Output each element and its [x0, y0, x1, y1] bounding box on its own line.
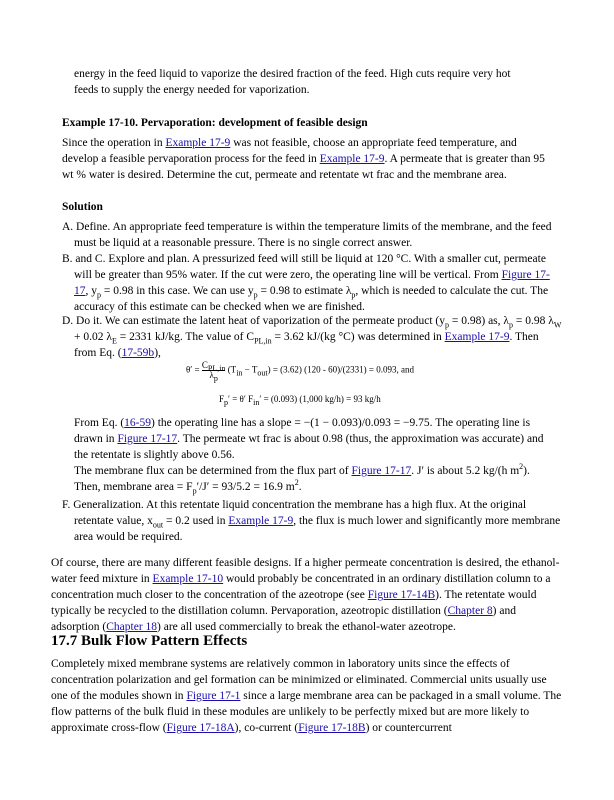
- para1-text-2: would probably be concentrated in an ordinary distillation column to a concentration much closer to the concentration of the azeotrope (see: [51, 573, 551, 601]
- link-example-17-10[interactable]: Example 17-10: [152, 573, 224, 585]
- eq1-num-text: C: [201, 360, 208, 370]
- step-b-sub-1: p: [97, 290, 101, 300]
- example-text-2: was not feasible, choose an appropriate feed temperature, and develop a feasible pervaporation process for the feed in: [62, 137, 517, 165]
- step-d-sub-2: p: [509, 320, 513, 330]
- eq1-num-sub: PL,in: [207, 363, 226, 373]
- eq1-rhs-sub-2: out: [257, 368, 268, 378]
- step-d-text-12: The membrane flux can be determined from the flux part of: [74, 465, 352, 477]
- intro-line-1: energy in the feed liquid to vaporize the desired fraction of the feed. High cuts require very hot: [74, 68, 511, 80]
- para1-text-1: Of course, there are many different feasible designs. If a higher permeate concentration is desired, the ethanol-water feed mixture in: [51, 557, 560, 585]
- feasible-designs-paragraph: [51, 555, 563, 635]
- eq1-den-text: λ: [209, 370, 214, 380]
- eq2-sub-2: in: [253, 397, 260, 407]
- membrane-flux-paragraph: [74, 463, 550, 495]
- step-b-text-2: , y: [85, 285, 97, 297]
- step-b-text-3: = 0.98 in this case. We can use y: [101, 285, 254, 297]
- para2-text-4: ) or countercurrent: [365, 722, 452, 734]
- para1-text-4: ) and adsorption (: [51, 605, 516, 633]
- step-d-text-8: ),: [154, 347, 161, 359]
- para2-text-3: ), co-current (: [234, 722, 299, 734]
- step-d-text-1: D. Do it. We can estimate the latent heat of vaporization of the permeate product (y: [62, 315, 446, 327]
- bulk-flow-paragraph: [51, 656, 563, 736]
- step-f-sub: out: [152, 520, 164, 530]
- step-d-text-11: . The permeate wt frac is about 0.98 (thus, the approximation was accurate) and the retentate is slightly above 0.56.: [74, 433, 544, 461]
- step-d-sub-6: p: [192, 486, 197, 496]
- link-figure-17-17-b[interactable]: Figure 17-17: [117, 433, 178, 445]
- link-example-17-9[interactable]: Example 17-9: [165, 137, 231, 149]
- solution-step-d: [62, 313, 562, 361]
- step-d-sub-4: E: [111, 336, 117, 346]
- link-figure-17-18a[interactable]: Figure 17-18A: [166, 722, 235, 734]
- step-d-text-5: = 2331 kJ/kg. The value of C: [116, 331, 255, 343]
- example-title: Example 17-10. Pervaporation: development of feasible design: [62, 117, 368, 129]
- intro-line-2: feeds to supply the energy needed for vaporization.: [74, 84, 310, 96]
- step-d-text-14: ). Then, membrane area = F: [74, 465, 530, 493]
- eq1-rhs-sub-1: in: [236, 368, 243, 378]
- eq1-fraction: [201, 360, 226, 383]
- link-eq-17-59b[interactable]: 17-59b: [121, 347, 155, 359]
- link-figure-17-14b[interactable]: Figure 17-14B: [367, 589, 436, 601]
- step-d-sup-2: 2: [294, 478, 299, 488]
- step-d-sup-1: 2: [519, 462, 524, 472]
- solution-step-bc: [62, 251, 562, 315]
- step-d-text-10: ) the operating line has a slope = −(1 − 0.093)/0.093 = −9.75. The operating line is drawn in: [74, 417, 531, 445]
- link-figure-17-18b[interactable]: Figure 17-18B: [298, 722, 366, 734]
- step-d-text-6: = 3.62 kJ/(kg °C) was determined in: [271, 331, 445, 343]
- step-b-text-1: B. and C. Explore and plan. A pressurized feed will still be liquid at 120 °C. With a smaller cut, permeate will be greater than 95% water. If the cut were zero, the operating line will be vertical. From: [62, 253, 546, 281]
- solution-heading: Solution: [62, 201, 103, 213]
- example-text-3: . A permeate that is greater than 95 wt % water is desired. Determine the cut, permeate and retentate wt frac and the membrane area.: [62, 153, 545, 181]
- eq1-rhs-1: (T: [227, 364, 237, 375]
- link-example-17-9-d[interactable]: Example 17-9: [228, 515, 294, 527]
- step-f-text-2: = 0.2 used in: [163, 515, 229, 527]
- section-title: 17.7 Bulk Flow Pattern Effects: [51, 633, 248, 649]
- equation-flow: [219, 393, 381, 406]
- intro-paragraph: [74, 66, 544, 98]
- operating-line-paragraph: [74, 415, 550, 463]
- eq1-rhs-3: ) = (3.62) (120 - 60)/(2331) = 0.093, and: [267, 364, 414, 375]
- step-d-sub-5: PL,in: [254, 336, 272, 346]
- step-f-text-1: F. Generalization. At this retentate liquid concentration the membrane has a high flux. At the original retentate value, x: [62, 499, 527, 527]
- link-example-17-9-c[interactable]: Example 17-9: [444, 331, 510, 343]
- step-b-sub-3: p: [351, 290, 356, 300]
- eq2-sub-1: p: [224, 397, 229, 407]
- link-figure-17-17[interactable]: Figure 17-17: [74, 269, 550, 297]
- step-d-sub-1: p: [445, 320, 450, 330]
- step-d-text-7: . Then from Eq. (: [74, 331, 539, 359]
- para1-text-5: ) are all used commercially to break the ethanol-water azeotrope.: [157, 621, 456, 633]
- eq2-c: ′ = (0.093) (1,000 kg/h) = 93 kg/h: [259, 394, 381, 404]
- example-statement: [62, 135, 550, 183]
- eq2-b: ′ = θ′ F: [228, 394, 254, 404]
- step-b-sub-2: p: [253, 290, 258, 300]
- eq1-lhs: θ′ =: [186, 364, 200, 375]
- step-d-text-9: From Eq. (: [74, 417, 125, 429]
- step-d-text-16: .: [298, 481, 302, 493]
- step-d-text-3: = 0.98 λ: [513, 315, 554, 327]
- para1-text-3: ). The retentate would typically be recycled to the distillation column. Pervaporation, azeotropic distillation (: [51, 589, 537, 617]
- para2-text-2: since a large membrane area can be packaged in a small volume. The flow patterns of the bulk fluid in these modules are unlikely to be perfectly mixed but are more likely to approximate cross-flow (: [51, 690, 562, 734]
- link-chapter-8[interactable]: Chapter 8: [447, 605, 493, 617]
- step-f-text-3: , the flux is much lower and significantly more membrane area would be required.: [74, 515, 561, 543]
- solution-step-f: [62, 497, 562, 545]
- link-example-17-9-b[interactable]: Example 17-9: [319, 153, 385, 165]
- step-d-text-4: + 0.02 λ: [74, 331, 112, 343]
- link-eq-16-59[interactable]: 16-59: [124, 417, 151, 429]
- equation-theta: [186, 360, 414, 383]
- step-d-text-15: ′/J′ = 93/5.2 = 16.9 m: [196, 481, 295, 493]
- step-b-text-5: , which is needed to calculate the cut. The accuracy of this estimate can be checked when we are finished.: [74, 285, 549, 313]
- link-chapter-18[interactable]: Chapter 18: [106, 621, 158, 633]
- eq1-rhs-2: − T: [242, 364, 258, 375]
- step-b-text-4: = 0.98 to estimate λ: [257, 285, 352, 297]
- eq1-den-sub: p: [213, 373, 218, 383]
- example-text-1: Since the operation in: [62, 137, 166, 149]
- link-figure-17-17-c[interactable]: Figure 17-17: [351, 465, 412, 477]
- step-d-sub-3: W: [553, 320, 562, 330]
- link-figure-17-1[interactable]: Figure 17-1: [186, 690, 241, 702]
- step-d-text-2: = 0.98) as, λ: [449, 315, 509, 327]
- eq2-a: F: [219, 394, 225, 404]
- para2-text-1: Completely mixed membrane systems are relatively common in laboratory units since the effects of concentration polarization and gel formation can be minimized or eliminated. Commercial units usually use one of the modules shown in: [51, 658, 547, 702]
- step-d-text-13: . J′ is about 5.2 kg/(h m: [411, 465, 520, 477]
- solution-step-a: A. Define. An appropriate feed temperature is within the temperature limits of the membrane, and the feed must be liquid at a reasonable pressure. There is no single correct answer.: [62, 221, 552, 249]
